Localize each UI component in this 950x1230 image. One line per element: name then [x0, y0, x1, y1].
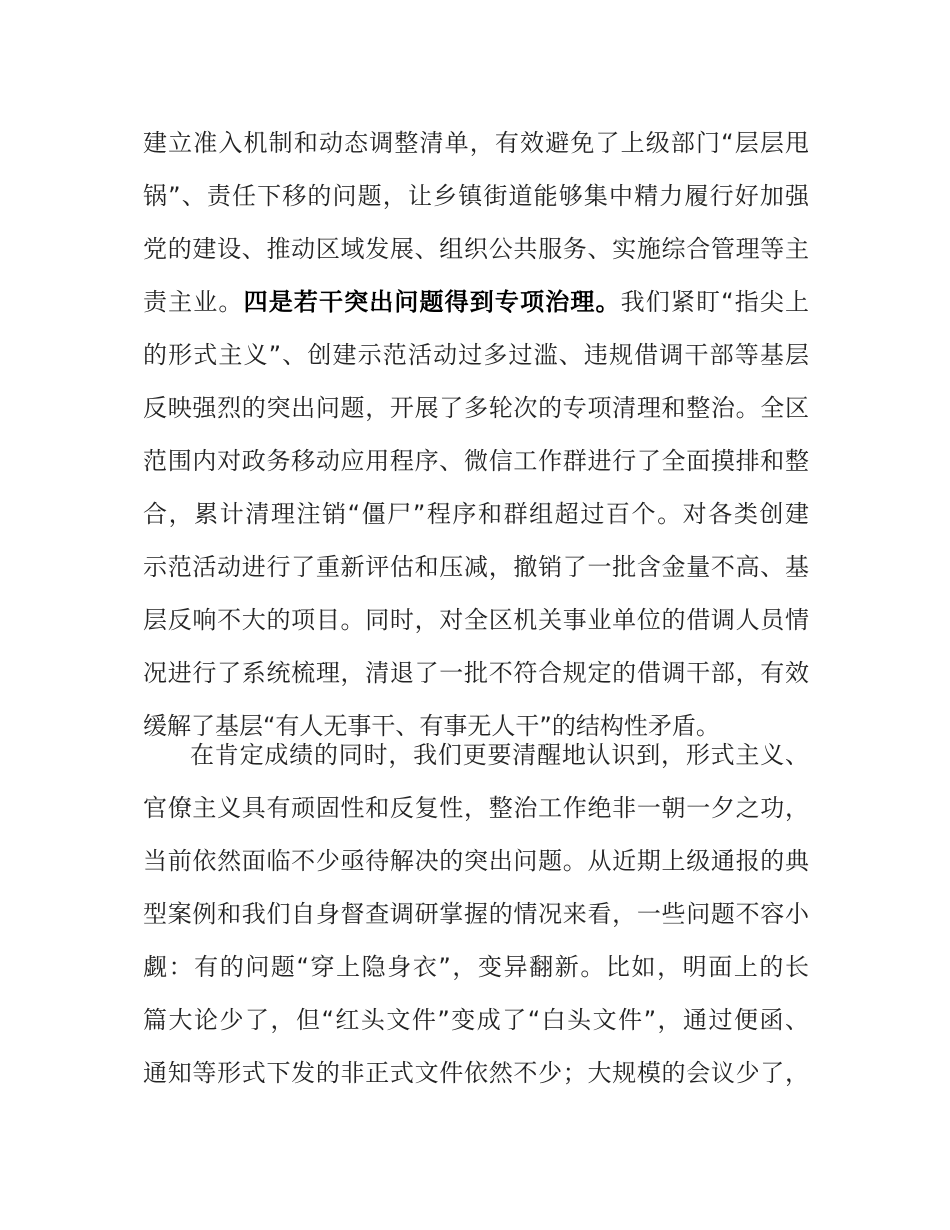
text-line: 通知等形式下发的非正式文件依然不少；大规模的会议少了，	[143, 1059, 809, 1087]
text-line: 篇大论少了，但“红头文件”变成了“白头文件”，通过便函、	[143, 1006, 809, 1034]
text-line: 况进行了系统梳理，清退了一批不符合规定的借调干部，有效	[143, 659, 809, 687]
text-segment: 责主业。	[143, 288, 244, 316]
text-line: 层反响不大的项目。同时，对全区机关事业单位的借调人员情	[143, 606, 809, 634]
text-line: 合，累计清理注销“僵尸”程序和群组超过百个。对各类创建	[143, 500, 809, 528]
text-line: 的形式主义”、创建示范活动过多过滥、违规借调干部等基层	[143, 341, 809, 369]
text-line: 锅”、责任下移的问题，让乡镇街道能够集中精力履行好加强	[143, 182, 809, 210]
text-line: 型案例和我们自身督查调研掌握的情况来看，一些问题不容小	[143, 900, 809, 928]
text-line	[143, 285, 809, 319]
text-line: 当前依然面临不少亟待解决的突出问题。从近期上级通报的典	[143, 847, 809, 875]
text-line: 缓解了基层“有人无事干、有事无人干”的结构性矛盾。	[143, 712, 720, 740]
text-line: 反映强烈的突出问题，开展了多轮次的专项清理和整治。全区	[143, 394, 809, 422]
text-line: 范围内对政务移动应用程序、微信工作群进行了全面摸排和整	[143, 447, 809, 475]
text-line: 建立准入机制和动态调整清单，有效避免了上级部门“层层甩	[143, 129, 809, 157]
text-line: 觑：有的问题“穿上隐身衣”，变异翻新。比如，明面上的长	[143, 953, 809, 981]
text-line: 在肯定成绩的同时，我们更要清醒地认识到，形式主义、	[190, 741, 809, 769]
text-segment: 我们紧盯“指尖上	[620, 288, 810, 316]
text-line: 党的建设、推动区域发展、组织公共服务、实施综合管理等主	[143, 235, 809, 263]
text-line: 示范活动进行了重新评估和压减，撤销了一批含金量不高、基	[143, 553, 809, 581]
text-line: 官僚主义具有顽固性和反复性，整治工作绝非一朝一夕之功，	[143, 794, 809, 822]
bold-heading-segment: 四是若干突出问题得到专项治理。	[243, 288, 621, 316]
